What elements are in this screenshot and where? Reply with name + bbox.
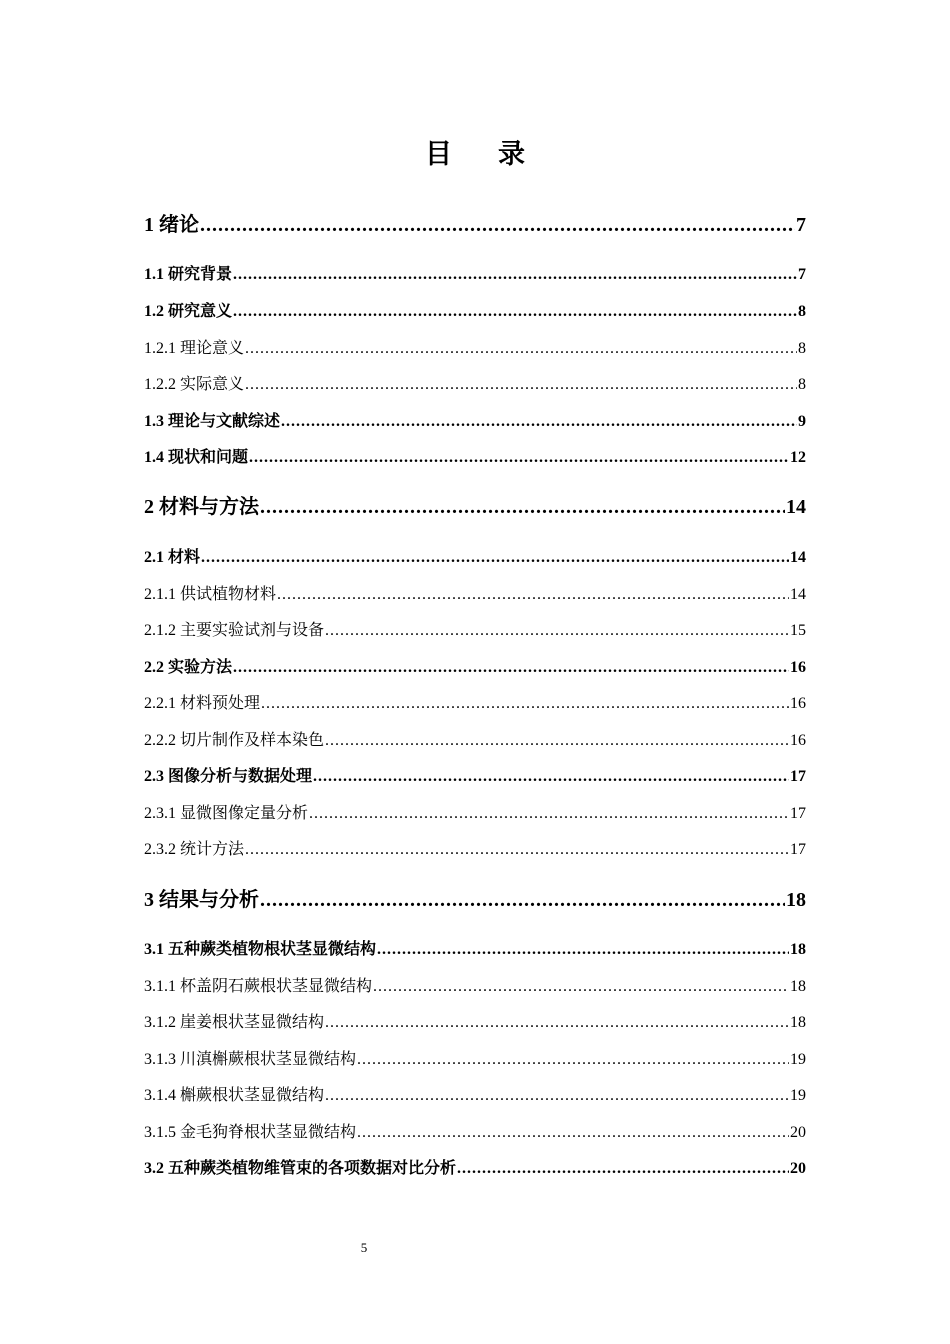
toc-dot-leader (325, 622, 789, 640)
toc-entry[interactable] (144, 544, 806, 567)
toc-entry[interactable] (144, 617, 806, 640)
toc-entry-page: 14 (790, 586, 806, 603)
toc-entry[interactable] (144, 298, 806, 321)
toc-entry-label: 2.3.2 统计方法 (144, 841, 245, 858)
toc-dot-leader (277, 586, 789, 604)
toc-entry-label: 2 材料与方法 (144, 496, 259, 518)
toc-entry-page: 8 (798, 303, 806, 320)
toc-entry-label: 3 结果与分析 (144, 889, 259, 911)
toc-entry-label: 2.1.2 主要实验试剂与设备 (144, 622, 325, 639)
toc-entry[interactable] (144, 1046, 806, 1069)
toc-entry[interactable] (144, 936, 806, 959)
toc-entry-page: 7 (796, 214, 806, 236)
toc-entry-label: 1.1 研究背景 (144, 266, 233, 283)
toc-entry[interactable] (144, 800, 806, 823)
toc-dot-leader (245, 841, 789, 859)
toc-entry-label: 3.1.5 金毛狗脊根状茎显微结构 (144, 1124, 357, 1141)
toc-entry-label: 2.2.2 切片制作及样本染色 (144, 732, 325, 749)
toc-entry[interactable] (144, 1082, 806, 1105)
toc-entry-label: 1 绪论 (144, 214, 199, 236)
toc-entry-page: 16 (790, 732, 806, 749)
toc-entry[interactable] (144, 690, 806, 713)
toc-dot-leader (377, 941, 789, 959)
toc-entry[interactable] (144, 763, 806, 786)
toc-dot-leader (261, 695, 789, 713)
toc-entry-page: 16 (790, 659, 806, 676)
toc-dot-leader (200, 214, 795, 237)
toc-entry[interactable] (144, 371, 806, 394)
toc-entry-label: 2.1.1 供试植物材料 (144, 586, 277, 603)
toc-dot-leader (313, 768, 789, 786)
toc-dot-leader (201, 549, 789, 567)
toc-entry[interactable] (144, 836, 806, 859)
toc-entry-label: 3.1.3 川滇槲蕨根状茎显微结构 (144, 1051, 357, 1068)
toc-entry-page: 17 (790, 841, 806, 858)
toc-entry[interactable] (144, 335, 806, 358)
toc-entry[interactable] (144, 444, 806, 467)
toc-dot-leader (357, 1124, 789, 1142)
toc-entry-page: 18 (790, 978, 806, 995)
toc-entry-label: 2.2 实验方法 (144, 659, 233, 676)
toc-entry[interactable] (144, 1119, 806, 1142)
toc-dot-leader (325, 1087, 789, 1105)
toc-dot-leader (233, 303, 797, 321)
toc-entry-page: 20 (790, 1124, 806, 1141)
toc-dot-leader (325, 1014, 789, 1032)
toc-entry[interactable] (144, 1009, 806, 1032)
toc-entry-label: 3.1.2 崖姜根状茎显微结构 (144, 1014, 325, 1031)
toc-dot-leader (233, 266, 797, 284)
toc-entry-label: 2.1 材料 (144, 549, 201, 566)
toc-entry-page: 12 (790, 449, 806, 466)
toc-dot-leader (309, 805, 789, 823)
toc-entry-label: 1.2 研究意义 (144, 303, 233, 320)
toc-entry-page: 17 (790, 768, 806, 785)
toc-title-char-1: 目 (425, 139, 452, 169)
toc-title (0, 132, 950, 171)
toc-dot-leader (245, 340, 797, 358)
toc-entry-page: 14 (790, 549, 806, 566)
toc-entry-label: 2.3.1 显微图像定量分析 (144, 805, 309, 822)
toc-entry[interactable] (144, 1155, 806, 1178)
toc-entry-label: 1.3 理论与文献综述 (144, 413, 281, 430)
toc-title-char-2: 录 (498, 139, 525, 169)
toc-entry-label: 3.1 五种蕨类植物根状茎显微结构 (144, 941, 377, 958)
toc-dot-leader (373, 978, 789, 996)
toc-entry-page: 18 (790, 941, 806, 958)
toc-entry-page: 7 (798, 266, 806, 283)
toc-dot-leader (457, 1160, 789, 1178)
toc-entry-page: 19 (790, 1051, 806, 1068)
toc-entry[interactable] (144, 490, 806, 519)
toc-dot-leader (245, 376, 797, 394)
toc-entry-label: 2.3 图像分析与数据处理 (144, 768, 313, 785)
toc-entry-label: 3.2 五种蕨类植物维管束的各项数据对比分析 (144, 1160, 457, 1177)
toc-entry[interactable] (144, 581, 806, 604)
toc-entry-page: 17 (790, 805, 806, 822)
toc-entry-page: 8 (798, 340, 806, 357)
toc-entry[interactable] (144, 208, 806, 237)
toc-entry-page: 15 (790, 622, 806, 639)
toc-entry-page: 16 (790, 695, 806, 712)
toc-entry-page: 20 (790, 1160, 806, 1177)
toc-entry[interactable] (144, 973, 806, 996)
toc-entry-label: 1.4 现状和问题 (144, 449, 249, 466)
toc-entry-label: 3.1.1 杯盖阴石蕨根状茎显微结构 (144, 978, 373, 995)
toc-dot-leader (260, 889, 785, 912)
toc-entry[interactable] (144, 883, 806, 912)
toc-dot-leader (281, 413, 797, 431)
toc-entry-page: 14 (786, 496, 806, 518)
toc-entry-page: 18 (786, 889, 806, 911)
toc-entry[interactable] (144, 261, 806, 284)
toc-entry-label: 3.1.4 槲蕨根状茎显微结构 (144, 1087, 325, 1104)
page-number: 5 (360, 1240, 368, 1255)
toc-entry-label: 1.2.2 实际意义 (144, 376, 245, 393)
toc-entry-label: 2.2.1 材料预处理 (144, 695, 261, 712)
toc-entry-page: 8 (798, 376, 806, 393)
toc-dot-leader (233, 659, 789, 677)
toc-entry[interactable] (144, 727, 806, 750)
toc-entry[interactable] (144, 654, 806, 677)
toc-entry-label: 1.2.1 理论意义 (144, 340, 245, 357)
toc-dot-leader (249, 449, 789, 467)
toc-dot-leader (325, 732, 789, 750)
toc-entry-page: 19 (790, 1087, 806, 1104)
toc-dot-leader (260, 496, 785, 519)
toc-dot-leader (357, 1051, 789, 1069)
toc-entry-page: 18 (790, 1014, 806, 1031)
toc-entry-page: 9 (798, 413, 806, 430)
toc-entry[interactable] (144, 408, 806, 431)
